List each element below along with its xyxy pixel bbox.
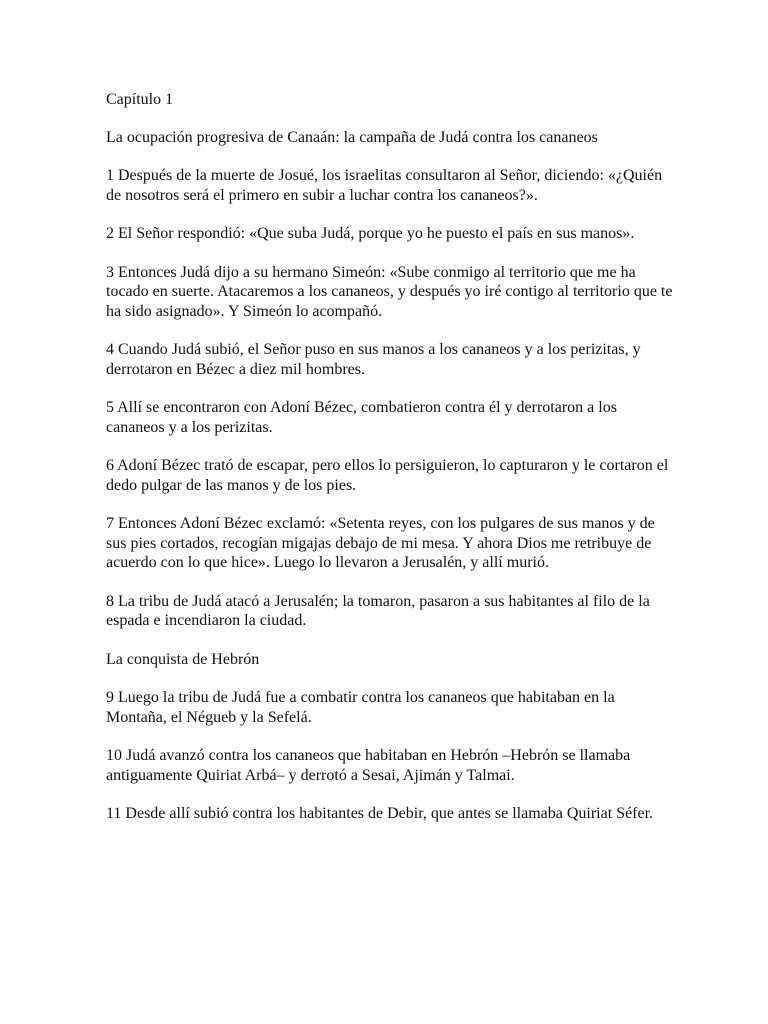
verse-10: 10 Judá avanzó contra los cananeos que habitaban en Hebrón –Hebrón se llamaba antiguamente Quiriat Arbá– y derrotó a Sesai, Ajimán y Talmai. — [106, 747, 631, 784]
verse-4: 4 Cuando Judá subió, el Señor puso en sus manos a los cananeos y a los perizitas, y derrotaron en Bézec a diez mil hombres. — [106, 341, 641, 378]
verse-9: 9 Luego la tribu de Judá fue a combatir contra los cananeos que habitaban en la Montaña, el Négueb y la Sefelá. — [106, 689, 615, 726]
verse-3: 3 Entonces Judá dijo a su hermano Simeón: «Sube conmigo al territorio que me ha tocado en suerte. Atacaremos a los cananeos, y después yo iré contigo al territorio que te ha sido asignado». Y Simeón lo acompañó. — [106, 263, 673, 320]
verse-11: 11 Desde allí subió contra los habitantes de Debir, que antes se llamaba Quiriat Séfer. — [106, 805, 654, 822]
verse-1: 1 Después de la muerte de Josué, los israelitas consultaron al Señor, diciendo: «¿Quién de nosotros será el primero en subir a luchar contra los cananeos?». — [106, 167, 663, 204]
verse-6: 6 Adoní Bézec trató de escapar, pero ellos lo persiguieron, lo capturaron y le cortaron el dedo pulgar de las manos y de los pies. — [106, 457, 669, 494]
verse-5: 5 Allí se encontraron con Adoní Bézec, combatieron contra él y derrotaron a los cananeos y a los perizitas. — [106, 399, 617, 436]
document-body — [106, 90, 676, 843]
chapter-title: Capítulo 1 — [106, 91, 174, 108]
verse-2: 2 El Señor respondió: «Que suba Judá, porque yo he puesto el país en sus manos». — [106, 225, 635, 242]
section-heading-hebron: La conquista de Hebrón — [106, 650, 260, 668]
verse-8: 8 La tribu de Judá atacó a Jerusalén; la tomaron, pasaron a sus habitantes al filo de la espada e incendiaron la ciudad. — [106, 592, 650, 629]
verse-7: 7 Entonces Adoní Bézec exclamó: «Setenta reyes, con los pulgares de sus manos y de sus pies cortados, recogían migajas debajo de mi mesa. Y ahora Dios me retribuye de acuerdo con lo que hice». Luego lo llevaron a Jerusalén, y allí murió. — [106, 515, 655, 571]
section-heading-canaan: La ocupación progresiva de Canaán: la campaña de Judá contra los cananeos — [106, 128, 598, 146]
